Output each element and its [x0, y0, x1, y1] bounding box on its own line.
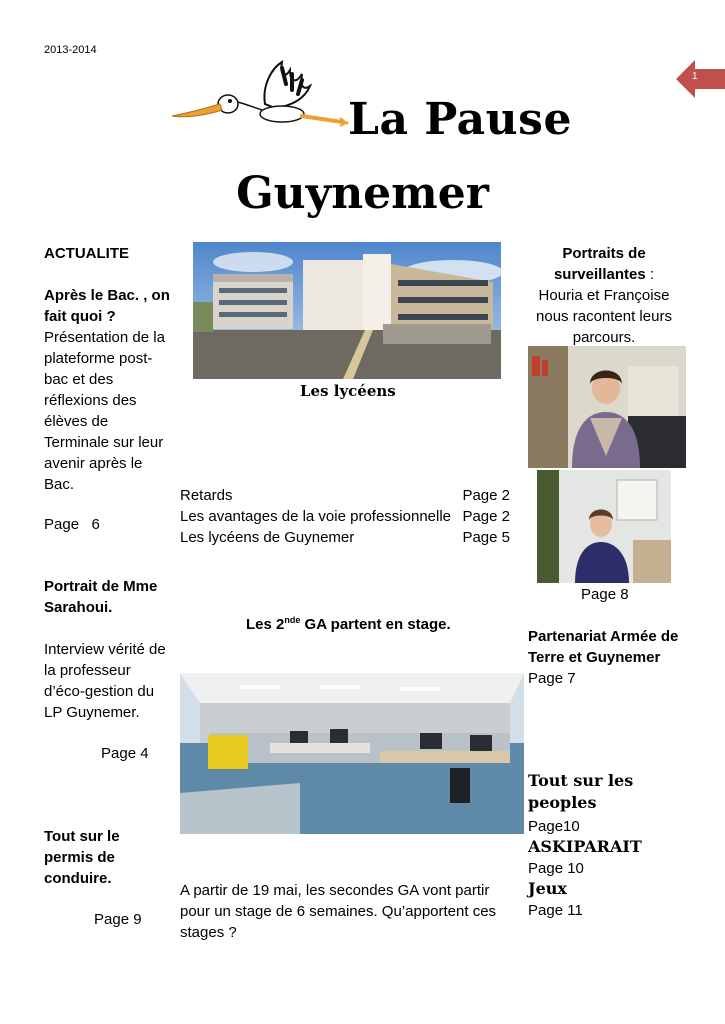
- table-of-contents: [180, 485, 510, 548]
- page-number: 1: [692, 71, 698, 82]
- page-number-badge: [676, 60, 725, 98]
- surveillante-houria-photo: [528, 346, 686, 468]
- toc-page: Page 5: [462, 529, 510, 546]
- toc-row[interactable]: [180, 485, 510, 506]
- permis-page: Page 9: [94, 911, 142, 928]
- stage-summary: A partir de 19 mai, les secondes GA vont partir pour un stage de 6 semaines. Qu’apportent ces stages ?: [180, 882, 497, 941]
- toc-page: Page 2: [462, 508, 510, 525]
- portrait-headline: Portrait de Mme Sarahoui.: [44, 578, 158, 616]
- classroom-photo: [180, 673, 524, 834]
- stork-logo: [170, 60, 350, 132]
- bac-headline: Après le Bac. , on fait quoi ?: [44, 287, 170, 325]
- partenariat-page: Page 7: [528, 670, 576, 687]
- bac-summary: Présentation de la plateforme post-bac et des réflexions des élèves de Terminale sur leur avenir après le Bac.: [44, 329, 165, 493]
- portraits-page: Page 8: [581, 586, 629, 603]
- school-year: 2013-2014: [44, 44, 97, 56]
- stage-headline: Les 2nde GA partent en stage.: [246, 615, 451, 633]
- toc-row[interactable]: [180, 527, 510, 548]
- peoples-headline: Tout sur les peoples: [528, 771, 634, 812]
- jeux-page: Page 11: [528, 902, 583, 919]
- toc-page: Page 2: [462, 487, 510, 504]
- peoples-page: Page10: [528, 818, 580, 835]
- masthead-title-line2: Guynemer: [236, 168, 489, 219]
- portrait-page: Page 4: [101, 745, 149, 762]
- arrow-badge-icon: [676, 60, 725, 98]
- toc-label: Les avantages de la voie professionnelle: [180, 508, 452, 525]
- permis-headline: Tout sur le permis de conduire.: [44, 828, 120, 887]
- section-actualite: ACTUALITE: [44, 245, 129, 262]
- portraits-summary: Houria et Françoise nous racontent leurs parcours.: [536, 287, 672, 346]
- portraits-headline: Portraits de surveillantes: [553, 245, 646, 283]
- askiparait-headline: ASKIPARAIT: [528, 837, 642, 856]
- partenariat-headline: Partenariat Armée de Terre et Guynemer: [528, 628, 679, 666]
- portraits-block: Portraits de surveillantes : Houria et Françoise nous racontent leurs parcours.: [528, 243, 680, 348]
- bac-page: Page 6: [44, 516, 100, 533]
- school-building-photo: [193, 242, 501, 379]
- toc-row[interactable]: [180, 506, 510, 527]
- masthead-title-line1: La Pause: [348, 94, 572, 145]
- portrait-summary: Interview vérité de la professeur d’éco-gestion du LP Guynemer.: [44, 641, 166, 721]
- jeux-headline: Jeux: [528, 879, 567, 898]
- toc-label: Les lycéens de Guynemer: [180, 529, 355, 546]
- toc-label: Retards: [180, 487, 233, 504]
- surveillante-francoise-photo: [537, 470, 671, 583]
- lyceens-caption: Les lycéens: [300, 382, 396, 400]
- askiparait-page: Page 10: [528, 860, 584, 877]
